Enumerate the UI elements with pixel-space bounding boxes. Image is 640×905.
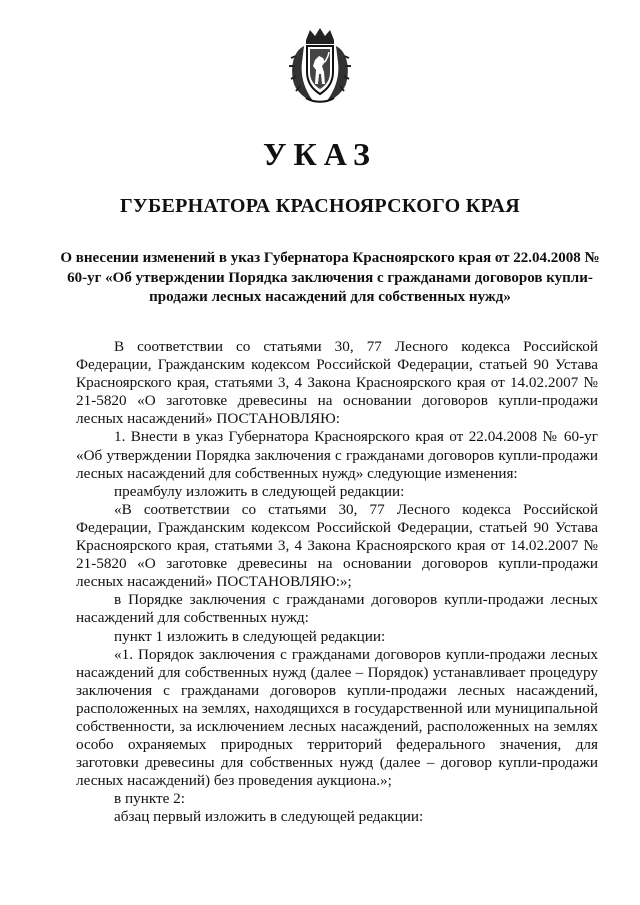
document-issuer: ГУБЕРНАТОРА КРАСНОЯРСКОГО КРАЯ — [119, 195, 521, 217]
paragraph-order-changes: в Порядке заключения с гражданами договоров купли-продажи лесных насаждений для собственных нужд: — [76, 591, 598, 627]
paragraph-first-abzac: абзац первый изложить в следующей редакции: — [114, 808, 424, 826]
paragraph-new-preamble: «В соответствии со статьями 30, 77 Лесного кодекса Российской Федерации, Гражданским кодексом Российской Федерации, статьей 90 Устава Красноярского края, статьями 3, 4 Закона Красноярского края от 14.02.2007 № 21-5820 «О заготовке древесины на основании договоров купли-продажи лесных насаждений» ПОСТАНОВЛЯЮ:»; — [76, 500, 598, 591]
paragraph-point-2: в пункте 2: — [114, 790, 185, 808]
paragraph-item-1: 1. Внести в указ Губернатора Красноярского края от 22.04.2008 № 60-уг «Об утверждении Порядка заключения с гражданами договоров купли-продажи лесных насаждений для собственных нужд» следующие изменения: — [76, 428, 598, 482]
paragraph-preamble-change: преамбулу изложить в следующей редакции: — [114, 482, 405, 500]
document-heading: О внесении изменений в указ Губернатора Красноярского края от 22.04.2008 № 60-уг «Об утверждении Порядка заключения с гражданами договоров купли-продажи лесных насаждений для собственных нужд» — [60, 250, 600, 305]
coat-of-arms-icon — [288, 26, 352, 104]
paragraph-preamble: В соответствии со статьями 30, 77 Лесного кодекса Российской Федерации, Гражданским кодексом Российской Федерации, статьей 90 Устава Красноярского края, статьями 3, 4 Закона Красноярского края от 14.02.2007 № 21-5820 «О заготовке древесины на основании договоров купли-продажи лесных насаждений» ПОСТАНОВЛЯЮ: — [76, 338, 598, 428]
paragraph-point-1-change: пункт 1 изложить в следующей редакции: — [114, 627, 386, 645]
document-body — [76, 338, 598, 827]
paragraph-new-point-1: «1. Порядок заключения с гражданами договоров купли-продажи лесных насаждений для собственных нужд (далее – Порядок) устанавливает процедуру заключения с гражданами договоров купли-продажи лесных насаждений, расположенных на землях, находящихся в государственной или муниципальной собственности, за исключением лесных насаждений, расположенных на землях особо охраняемых природных территорий федерального значения, для заготовки древесины для собственных нужд (далее – договор купли-продажи лесных насаждений) без проведения аукциона.»; — [76, 645, 598, 790]
document-title: УКАЗ — [263, 136, 377, 172]
